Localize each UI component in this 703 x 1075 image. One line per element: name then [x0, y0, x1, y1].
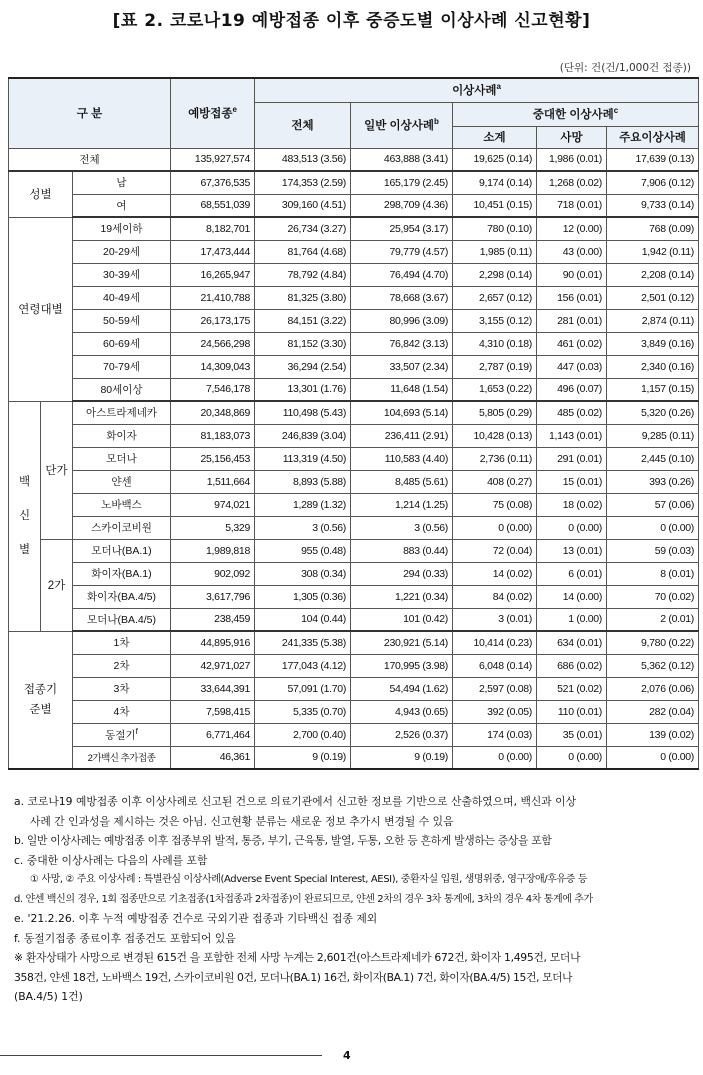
header-general: 일반 이상사례$^b$ [351, 102, 453, 148]
adverse-events-table [8, 77, 699, 770]
table-row: 화이자(BA.4/5) 3,617,796 1,305 (0.36) 1,221 (0.34) 84 (0.02) 14 (0.00) 70 (0.02) [9, 585, 699, 608]
table-row: 화이자 81,183,073 246,839 (3.04) 236,411 (2.91) 10,428 (0.13) 1,143 (0.01) 9,285 (0.11) [9, 424, 699, 447]
page-number: 4 [343, 1049, 351, 1062]
table-row: 얀센 1,511,664 8,893 (5.88) 8,485 (5.61) 408 (0.27) 15 (0.01) 393 (0.26) [9, 470, 699, 493]
table-row: 70-79세 14,309,043 36,294 (2.54) 33,507 (2.34) 2,787 (0.19) 447 (0.03) 2,340 (0.16) [9, 355, 699, 378]
footnote-f: f. 동절기접종 종료이후 접종건도 포함되어 있음 [14, 931, 236, 945]
footnote-a-cont: 사례 간 인과성을 제시하는 것은 아님. 신고현황 분류는 새로운 정보 추가시 변경될 수 있음 [30, 814, 454, 828]
group-sex: 성별 [9, 171, 73, 217]
table-row: 80세이상 7,546,178 13,301 (1.76) 11,648 (1.54) 1,653 (0.22) 496 (0.07) 1,157 (0.15) [9, 378, 699, 401]
footnote-b: b. 일반 이상사례는 예방접종 이후 접종부위 발적, 통증, 부기, 근육통, 발열, 두통, 오한 등 흔하게 발생하는 증상을 포함 [14, 834, 552, 847]
footnotes [14, 792, 694, 1007]
table-row: 40-49세 21,410,788 81,325 (3.80) 78,668 (3.67) 2,657 (0.12) 156 (0.01) 2,501 (0.12) [9, 286, 699, 309]
footnote-e: e. '21.2.26. 이후 누적 예방접종 건수로 국외기관 접종과 기타백신 접종 제외 [14, 912, 378, 925]
group-bivalent: 2가 [41, 539, 73, 631]
footnote-c: c. 중대한 이상사례는 다음의 사례를 포함 [14, 853, 208, 867]
table-row: 여 68,551,039 309,160 (4.51) 298,709 (4.36) 10,451 (0.15) 718 (0.01) 9,733 (0.14) [9, 194, 699, 217]
group-age: 연령대별 [9, 217, 73, 401]
table-row: 모더나(BA.4/5) 238,459 104 (0.44) 101 (0.42) 3 (0.01) 1 (0.00) 2 (0.01) [9, 608, 699, 631]
footnote-c-detail: ① 사망, ② 주요 이상사례 : 특별관심 이상사례(Adverse Event Special Interest, AESI), 중환자실 입원, 생명위중, 영구장애/후유증 등 [30, 874, 588, 885]
table-row: 4차 7,598,415 5,335 (0.70) 4,943 (0.65) 392 (0.05) 110 (0.01) 282 (0.04) [9, 700, 699, 723]
header-category: 구 분 [9, 78, 171, 148]
table-row-total: 전체 135,927,574 483,513 (3.56) 463,888 (3.41) 19,625 (0.14) 1,986 (0.01) 17,639 (0.13) [9, 148, 699, 171]
table-row: 2가백신 추가접종 46,361 9 (0.19) 9 (0.19) 0 (0.00) 0 (0.00) 0 (0.00) [9, 746, 699, 769]
table-row: 노바백스 974,021 1,289 (1.32) 1,214 (1.25) 75 (0.08) 18 (0.02) 57 (0.06) [9, 493, 699, 516]
table-row: 50-59세 26,173,175 84,151 (3.22) 80,996 (3.09) 3,155 (0.12) 281 (0.01) 2,874 (0.11) [9, 309, 699, 332]
table-row: 2가 모더나(BA.1) 1,989,818 955 (0.48) 883 (0.44) 72 (0.04) 13 (0.01) 59 (0.03) [9, 539, 699, 562]
table-title: [표 2. 코로나19 예방접종 이후 중증도별 이상사례 신고현황] [112, 11, 591, 31]
header-adverse: 이상사례$^a$ [255, 78, 699, 102]
group-dose: 접종기준별 [9, 631, 73, 769]
footnote-d: d. 얀센 백신의 경우, 1회 접종만으로 기초접종(1차접종과 2차접종)이 완료되므로, 얀센 2차의 경우 3차 통계에, 3차의 경우 4차 통계에 추가 [14, 893, 593, 905]
unit-label: (단위: 건(건/1,000건 접종)) [559, 62, 691, 74]
table-row: 3차 33,644,391 57,091 (1.70) 54,494 (1.62) 2,597 (0.08) 521 (0.02) 2,076 (0.06) [9, 677, 699, 700]
footnote-death-total-cont: 358건, 얀센 18건, 노바백스 19건, 스카이코비원 0건, 모더나(BA.1) 16건, 화이자(BA.1) 7건, 화이자(BA.4/5) 15건, 모더나 [14, 970, 573, 984]
header-death: 사망 [537, 126, 607, 148]
table-row: 20-29세 17,473,444 81,764 (4.68) 79,779 (4.57) 1,985 (0.11) 43 (0.00) 1,942 (0.11) [9, 240, 699, 263]
footnote-death-total-end: (BA.4/5) 1건) [14, 990, 83, 1003]
footnote-a: a. 코로나19 예방접종 이후 이상사례로 신고된 건으로 의료기관에서 신고한 정보를 기반으로 산출하였으며, 백신과 이상 [14, 795, 577, 808]
footer-divider [0, 1055, 322, 1056]
table-row: 60-69세 24,566,298 81,152 (3.30) 76,842 (3.13) 4,310 (0.18) 461 (0.02) 3,849 (0.16) [9, 332, 699, 355]
table-row: 연령대별 19세이하 8,182,701 26,734 (3.27) 25,954 (3.17) 780 (0.10) 12 (0.00) 768 (0.09) [9, 217, 699, 240]
table-row: 모더나 25,156,453 113,319 (4.50) 110,583 (4.40) 2,736 (0.11) 291 (0.01) 2,445 (0.10) [9, 447, 699, 470]
header-serious: 중대한 이상사례$^c$ [453, 102, 699, 126]
table-body [9, 148, 699, 769]
header-subtotal: 소계 [453, 126, 537, 148]
header-vaccinations: 예방접종$^e$ [171, 78, 255, 148]
table-row: 백신별 단가 아스트라제네카 20,348,869 110,498 (5.43) 104,693 (5.14) 5,805 (0.29) 485 (0.02) 5,320 (0.26) [9, 401, 699, 424]
table-row: 2차 42,971,027 177,043 (4.12) 170,995 (3.98) 6,048 (0.14) 686 (0.02) 5,362 (0.12) [9, 654, 699, 677]
table-row: 접종기준별 1차 44,895,916 241,335 (5.38) 230,921 (5.14) 10,414 (0.23) 634 (0.01) 9,780 (0.22) [9, 631, 699, 654]
table-row: 성별 남 67,376,535 174,353 (2.59) 165,179 (2.45) 9,174 (0.14) 1,268 (0.02) 7,906 (0.12) [9, 171, 699, 194]
group-single: 단가 [41, 401, 73, 539]
header-all: 전체 [255, 102, 351, 148]
table-row: 동절기$^f$ 6,771,464 2,700 (0.40) 2,526 (0.37) 174 (0.03) 35 (0.01) 139 (0.02) [9, 723, 699, 746]
table-row: 30-39세 16,265,947 78,792 (4.84) 76,494 (4.70) 2,298 (0.14) 90 (0.01) 2,208 (0.14) [9, 263, 699, 286]
header-major: 주요이상사례 [607, 126, 699, 148]
table-row: 스카이코비원 5,329 3 (0.56) 3 (0.56) 0 (0.00) 0 (0.00) 0 (0.00) [9, 516, 699, 539]
group-vaccine: 백신별 [9, 401, 41, 631]
table-row: 화이자(BA.1) 902,092 308 (0.34) 294 (0.33) 14 (0.02) 6 (0.01) 8 (0.01) [9, 562, 699, 585]
footnote-death-total: ※ 환자상태가 사망으로 변경된 615건 을 포함한 전체 사망 누계는 2,601건(아스트라제네카 672건, 화이자 1,495건, 모더나 [14, 951, 581, 964]
